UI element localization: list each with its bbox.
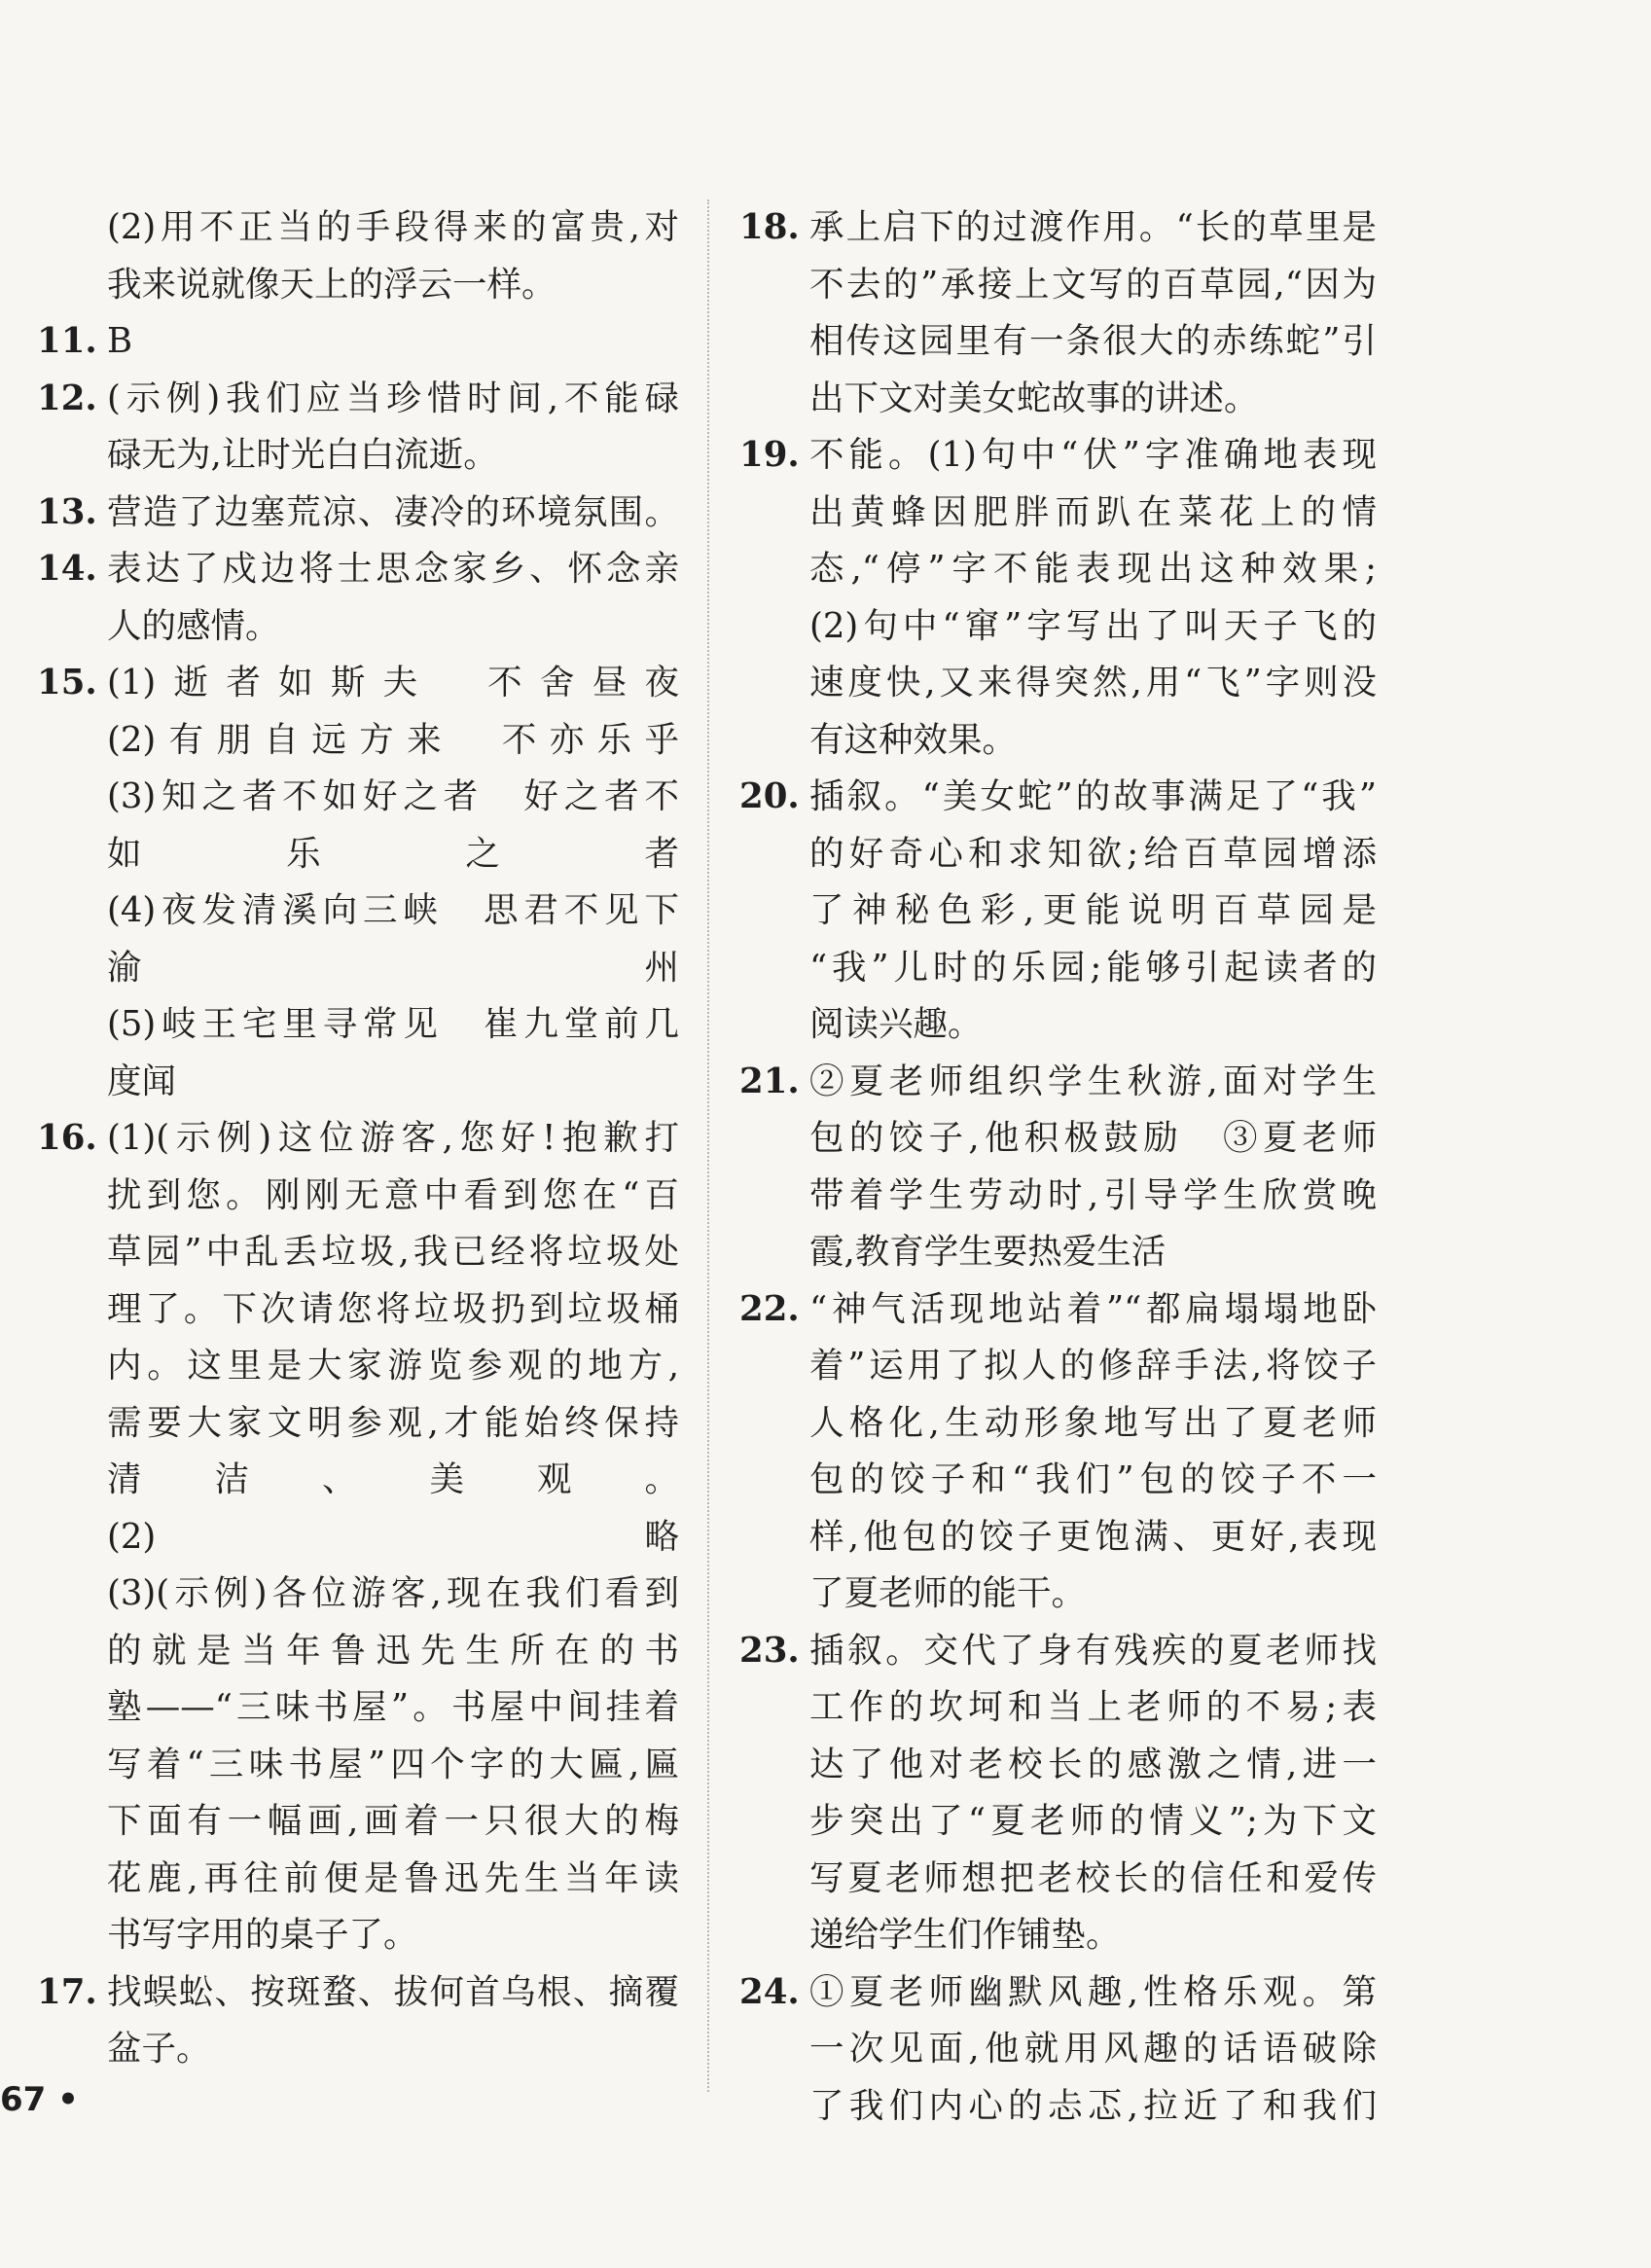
answer-line: 不能。(1)句中“伏”字准确地表现 (809, 435, 1377, 475)
answer-line: 的好奇心和求知欲;给百草园增添 (809, 833, 1377, 874)
answer-line: 了夏老师的能干。 (809, 1573, 1087, 1613)
answer-line: 下面有一幅画,画着一只很大的梅 (107, 1801, 679, 1841)
answer-line: 了我们内心的忐忑,拉近了和我们 (809, 2085, 1377, 2126)
question-number: 13. (37, 491, 97, 532)
answer-line: 营造了边塞荒凉、凄冷的环境氛围。 (107, 491, 679, 532)
answer-line: (1)逝者如斯夫 不舍昼夜 (107, 663, 679, 702)
answer-line: (1)(示例)这位游客,您好!抱歉打 (107, 1118, 679, 1158)
answer-item (37, 371, 679, 485)
answer-line: 内。这里是大家游览参观的地方, (107, 1346, 679, 1386)
answer-line: 扰到您。刚刚无意中看到您在“百 (107, 1174, 679, 1215)
answer-line: 一次见面,他就用风趣的话语破除 (809, 2029, 1377, 2069)
question-number: 15. (37, 663, 97, 702)
answer-line: 工作的坎坷和当上老师的不易;表 (809, 1687, 1377, 1727)
answer-item (37, 1964, 679, 2078)
answer-line: “神气活现地站着”“都扁塌塌地卧 (809, 1288, 1377, 1329)
answer-line: 渝州 (107, 947, 679, 988)
answer-line: “我”儿时的乐园;能够引起读者的 (809, 947, 1377, 988)
answer-line: 相传这园里有一条很大的赤练蛇”引 (809, 321, 1377, 361)
answer-line: (2)句中“窜”字写出了叫天子飞的 (809, 605, 1377, 646)
answer-line: 碌无为,让时光白白流逝。 (107, 435, 498, 475)
left-column (37, 199, 679, 2078)
answer-line: 出黄蜂因肥胖而趴在菜花上的情 (809, 491, 1377, 532)
answer-line: (4)夜发清溪向三峡 思君不见下 (107, 890, 679, 930)
answer-line: 插叙。“美女蛇”的故事满足了“我” (809, 776, 1377, 816)
answer-item (37, 313, 679, 371)
answer-line: 递给学生们作铺垫。 (809, 1915, 1121, 1955)
answer-item (739, 427, 1377, 769)
answer-line: 步突出了“夏老师的情义”;为下文 (809, 1801, 1377, 1841)
question-number: 20. (739, 776, 800, 816)
answer-line: ①夏老师幽默风趣,性格乐观。第 (809, 1971, 1377, 2012)
answer-line: 样,他包的饺子更饱满、更好,表现 (809, 1516, 1377, 1557)
answer-line: 着”运用了拟人的修辞手法,将饺子 (809, 1346, 1377, 1386)
answer-item (739, 769, 1377, 1054)
answer-line: 不去的”承接上文写的百草园,“因为 (809, 264, 1377, 305)
answer-line: 度闻 (107, 1061, 177, 1101)
answer-line: 达了他对老校长的感激之情,进一 (809, 1744, 1377, 1784)
question-number: 23. (739, 1630, 800, 1671)
answer-line: ②夏老师组织学生秋游,面对学生 (809, 1061, 1377, 1101)
answer-line: 塾——“三味书屋”。书屋中间挂着 (107, 1687, 679, 1727)
answer-item (739, 1623, 1377, 1964)
question-number: 21. (739, 1061, 800, 1101)
answer-line: 了神秘色彩,更能说明百草园是 (809, 890, 1377, 930)
right-column (739, 199, 1377, 2135)
answer-line: (5)岐王宅里寻常见 崔九堂前几 (107, 1004, 679, 1044)
answer-line: 出下文对美女蛇故事的讲述。 (809, 378, 1259, 418)
column-divider (707, 199, 709, 2092)
answer-line: 态,“停”字不能表现出这种效果; (809, 549, 1377, 589)
page-number: 67 • (0, 2080, 79, 2119)
answer-line: 阅读兴趣。 (809, 1004, 983, 1044)
question-number: 12. (37, 378, 97, 418)
answer-line: (3)知之者不如好之者 好之者不 (107, 776, 679, 816)
answer-line: 如乐之者 (107, 833, 679, 874)
answer-line: (2)有朋自远方来 不亦乐乎 (107, 719, 679, 760)
answer-line: 需要大家文明参观,才能始终保持 (107, 1402, 679, 1443)
answer-line: 写夏老师想把老校长的信任和爱传 (809, 1857, 1377, 1898)
question-number: 14. (37, 549, 97, 589)
answer-line: (2)用不正当的手段得来的富贵,对 (107, 207, 679, 247)
answer-line: 的就是当年鲁迅先生所在的书 (107, 1630, 679, 1671)
question-number: 22. (739, 1288, 800, 1329)
answer-line: B (107, 321, 133, 361)
answer-line: (2)略 (107, 1516, 679, 1557)
question-number: 11. (37, 321, 97, 361)
answer-line: 我来说就像天上的浮云一样。 (107, 264, 556, 305)
answer-line: 速度快,又来得突然,用“飞”字则没 (809, 663, 1377, 702)
answer-line: 表达了戍边将士思念家乡、怀念亲 (107, 549, 679, 589)
answer-line: 书写字用的桌子了。 (107, 1915, 418, 1955)
answer-line: 找蜈蚣、按斑蝥、拔何首乌根、摘覆 (107, 1971, 679, 2012)
answer-line: 霞,教育学生要热爱生活 (809, 1232, 1166, 1272)
question-number: 17. (37, 1971, 97, 2012)
answer-item (739, 1281, 1377, 1623)
answer-line: 带着学生劳动时,引导学生欣赏晚 (809, 1174, 1377, 1215)
answer-item (37, 655, 679, 1110)
answer-line: 人的感情。 (107, 605, 280, 646)
answer-line: 盆子。 (107, 2029, 211, 2069)
answer-item (37, 1110, 679, 1964)
answer-line: 人格化,生动形象地写出了夏老师 (809, 1402, 1377, 1443)
answer-line: 包的饺子和“我们”包的饺子不一 (809, 1459, 1377, 1499)
answer-line: 花鹿,再往前便是鲁迅先生当年读 (107, 1857, 679, 1898)
answer-item (739, 1964, 1377, 2136)
answer-line: 有这种效果。 (809, 719, 1018, 760)
answer-line: 清洁、美观。 (107, 1459, 679, 1499)
answer-line: (示例)我们应当珍惜时间,不能碌 (107, 378, 679, 418)
answer-line: 包的饺子,他积极鼓励 ③夏老师 (809, 1118, 1377, 1158)
answer-line: (3)(示例)各位游客,现在我们看到 (107, 1573, 679, 1613)
answer-line: 理了。下次请您将垃圾扔到垃圾桶 (107, 1288, 679, 1329)
answer-item (37, 199, 679, 313)
question-number: 16. (37, 1118, 97, 1158)
answer-line: 插叙。交代了身有残疾的夏老师找 (809, 1630, 1377, 1671)
answer-line: 写着“三味书屋”四个字的大匾,匾 (107, 1744, 679, 1784)
answer-line: 承上启下的过渡作用。“长的草里是 (809, 207, 1377, 247)
question-number: 24. (739, 1971, 800, 2012)
answer-item (37, 541, 679, 655)
question-number: 19. (739, 435, 800, 475)
answer-item (739, 199, 1377, 427)
answer-item (739, 1054, 1377, 1281)
answer-line: 草园”中乱丢垃圾,我已经将垃圾处 (107, 1232, 679, 1272)
answer-item (37, 485, 679, 542)
question-number: 18. (739, 207, 800, 247)
